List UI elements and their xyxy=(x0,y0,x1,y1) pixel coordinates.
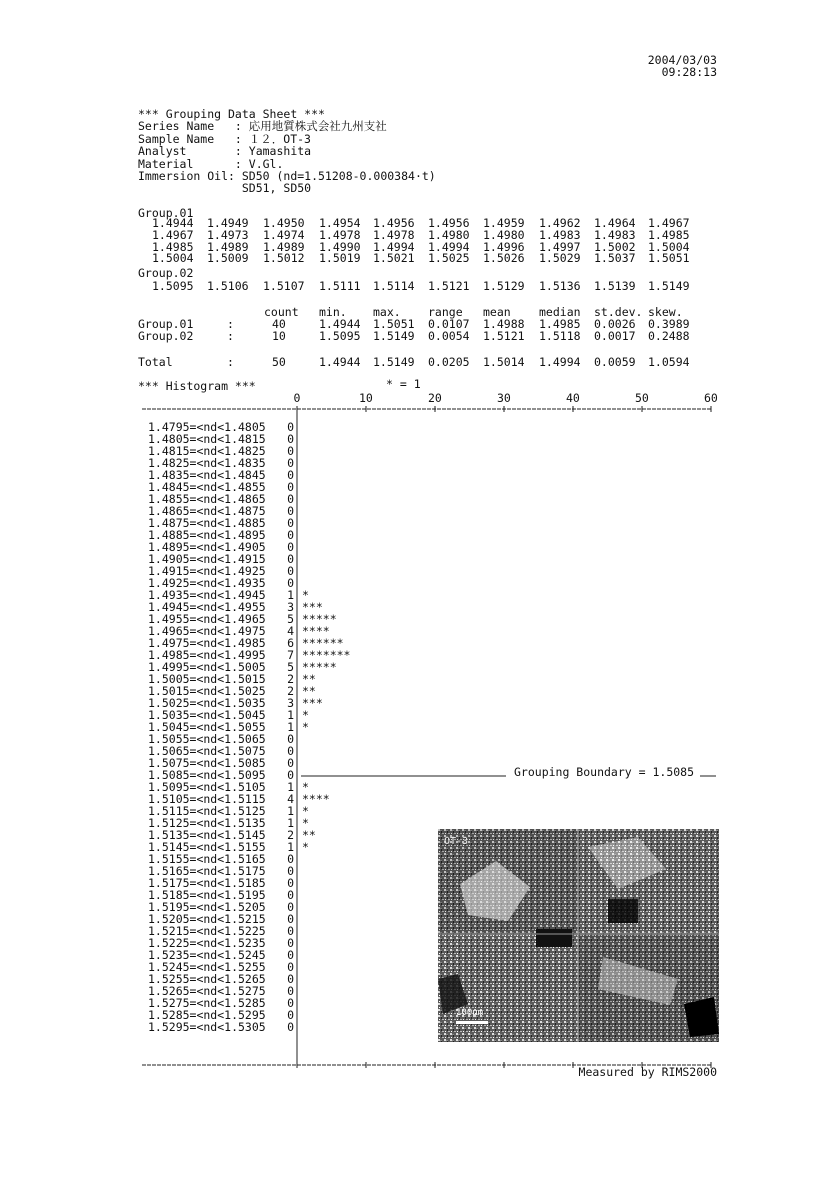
bin-bar: ** xyxy=(302,683,316,698)
bin-range: 1.4815=<nd<1.4825 xyxy=(148,443,266,458)
group-value: 1.5111 xyxy=(319,279,361,293)
bin-range: 1.5185=<nd<1.5195 xyxy=(148,887,266,902)
bin-range: 1.5265=<nd<1.5275 xyxy=(148,983,266,998)
bin-count: 0 xyxy=(287,743,294,758)
bin-count: 6 xyxy=(287,635,294,650)
bin-count: 0 xyxy=(287,971,294,986)
group-value: 1.4954 xyxy=(319,216,361,230)
stats-value: 0.3989 xyxy=(648,317,690,331)
group-value: 1.4956 xyxy=(373,216,415,230)
stats-value: 1.4944 xyxy=(319,355,361,369)
bin-range: 1.5025=<nd<1.5035 xyxy=(148,695,266,710)
bin-range: 1.5175=<nd<1.5185 xyxy=(148,875,266,890)
bin-count: 0 xyxy=(287,767,294,782)
stats-header: max. xyxy=(373,305,401,319)
stats-value: 1.0594 xyxy=(648,355,690,369)
stats-header: median xyxy=(539,305,581,319)
group-value: 1.5106 xyxy=(207,279,249,293)
group-value: 1.4973 xyxy=(207,227,249,242)
group-value: 1.5095 xyxy=(152,279,194,293)
stats-value: 1.4994 xyxy=(539,355,581,369)
stats-value: 0.2488 xyxy=(648,329,690,343)
bin-bar: ** xyxy=(302,671,316,686)
bin-count: 0 xyxy=(287,551,294,566)
bin-bar: ****** xyxy=(302,635,344,650)
bin-count: 4 xyxy=(287,791,294,806)
bin-range: 1.4945=<nd<1.4955 xyxy=(148,599,266,614)
stats-row-label: Group.01 xyxy=(138,317,194,331)
bin-range: 1.5115=<nd<1.5125 xyxy=(148,803,266,818)
stats-value: 1.5149 xyxy=(373,355,415,369)
stats-value: 0.0205 xyxy=(428,355,470,369)
histogram-scale-note: * = 1 xyxy=(386,377,421,391)
bin-count: 0 xyxy=(287,875,294,890)
bin-count: 0 xyxy=(287,995,294,1010)
bin-count: 0 xyxy=(287,863,294,878)
group-value: 1.5004 xyxy=(648,239,690,254)
bin-bar: ***** xyxy=(302,611,337,626)
bin-bar: **** xyxy=(302,623,330,638)
group-value: 1.5025 xyxy=(428,251,470,266)
bin-count: 0 xyxy=(287,503,294,518)
date: 2004/03/03 xyxy=(647,53,717,67)
bin-range: 1.5195=<nd<1.5205 xyxy=(148,899,266,914)
bin-bar: * xyxy=(302,779,309,794)
bin-bar: * xyxy=(302,803,309,818)
bin-range: 1.4885=<nd<1.4895 xyxy=(148,527,266,542)
bin-count: 1 xyxy=(287,803,294,818)
bin-count: 0 xyxy=(287,539,294,554)
grouping-boundary-label: Grouping Boundary = 1.5085 xyxy=(514,765,695,779)
bin-range: 1.4935=<nd<1.4945 xyxy=(148,587,266,602)
bin-count: 0 xyxy=(287,755,294,770)
bin-range: 1.5045=<nd<1.5055 xyxy=(148,719,266,734)
stats-value: 0.0026 xyxy=(594,317,636,331)
bin-range: 1.5165=<nd<1.5175 xyxy=(148,863,266,878)
group-value: 1.4980 xyxy=(428,227,470,242)
bin-count: 5 xyxy=(287,659,294,674)
group-value: 1.5037 xyxy=(594,251,636,266)
immersion-oil-cont: SD51, SD50 xyxy=(138,181,312,196)
group-value: 1.5029 xyxy=(539,251,581,266)
group-value: 1.5026 xyxy=(483,251,525,266)
group-value: 1.4967 xyxy=(152,227,194,242)
bin-count: 0 xyxy=(287,467,294,482)
bin-range: 1.4925=<nd<1.4935 xyxy=(148,575,266,590)
bin-count: 1 xyxy=(287,719,294,734)
stats-value: 1.5095 xyxy=(319,329,361,343)
stats-header: st.dev. xyxy=(594,305,643,319)
stats-row-sep: : xyxy=(227,317,234,331)
bin-count: 0 xyxy=(287,887,294,902)
bin-range: 1.5105=<nd<1.5115 xyxy=(148,791,266,806)
bin-count: 2 xyxy=(287,671,294,686)
bin-range: 1.5055=<nd<1.5065 xyxy=(148,731,266,746)
bin-count: 0 xyxy=(287,899,294,914)
stats-row-sep: : xyxy=(227,355,234,369)
analyst: Analyst : Yamashita xyxy=(138,144,312,159)
bin-count: 0 xyxy=(287,527,294,542)
bin-range: 1.5295=<nd<1.5305 xyxy=(148,1019,266,1034)
bin-range: 1.5235=<nd<1.5245 xyxy=(148,947,266,962)
bin-count: 0 xyxy=(287,575,294,590)
group-value: 1.4944 xyxy=(152,216,194,230)
bin-range: 1.4955=<nd<1.4965 xyxy=(148,611,266,626)
axis-tick-label: 40 xyxy=(566,391,580,405)
group-value: 1.4989 xyxy=(263,239,305,254)
bin-range: 1.4895=<nd<1.4905 xyxy=(148,539,266,554)
group-value: 1.4983 xyxy=(539,227,581,242)
bin-range: 1.4915=<nd<1.4925 xyxy=(148,563,266,578)
group-value: 1.4950 xyxy=(263,216,305,230)
axis-tick-label: 30 xyxy=(497,391,511,405)
bin-count: 0 xyxy=(287,911,294,926)
group01-label: Group.01 xyxy=(138,206,194,220)
series-name: Series Name : 応用地質株式会社九州支社 xyxy=(138,119,387,134)
glass-micrograph xyxy=(438,829,719,1042)
bin-count: 0 xyxy=(287,935,294,950)
bin-count: 1 xyxy=(287,839,294,854)
bin-range: 1.5155=<nd<1.5165 xyxy=(148,851,266,866)
stats-value: 40 xyxy=(272,317,286,331)
axis-tick-label: 10 xyxy=(359,391,373,405)
material: Material : V.Gl. xyxy=(138,156,284,171)
bin-bar: *** xyxy=(302,695,323,710)
group-value: 1.5121 xyxy=(428,279,470,293)
group-value: 1.5051 xyxy=(648,251,690,266)
bin-count: 5 xyxy=(287,611,294,626)
axis-tick-label: 0 xyxy=(293,391,301,405)
bin-count: 0 xyxy=(287,947,294,962)
bin-bar: ** xyxy=(302,827,316,842)
group-value: 1.4989 xyxy=(207,239,249,254)
group-value: 1.4964 xyxy=(594,216,636,230)
bin-count: 0 xyxy=(287,515,294,530)
stats-value: 0.0107 xyxy=(428,317,470,331)
bin-count: 1 xyxy=(287,779,294,794)
stats-row-label: Group.02 xyxy=(138,329,194,343)
bin-count: 0 xyxy=(287,491,294,506)
group02-label: Group.02 xyxy=(138,266,194,280)
bin-range: 1.5275=<nd<1.5285 xyxy=(148,995,266,1010)
bin-range: 1.5285=<nd<1.5295 xyxy=(148,1007,266,1022)
bin-range: 1.4975=<nd<1.4985 xyxy=(148,635,266,650)
stats-row-sep: : xyxy=(227,329,234,343)
bin-count: 0 xyxy=(287,563,294,578)
bin-range: 1.5145=<nd<1.5155 xyxy=(148,839,266,854)
group-value: 1.4967 xyxy=(648,216,690,230)
measured-by: Measured by RIMS2000 xyxy=(578,1065,717,1079)
bin-bar: * xyxy=(302,719,309,734)
bin-range: 1.4965=<nd<1.4975 xyxy=(148,623,266,638)
group-value: 1.5009 xyxy=(207,251,249,266)
time: 09:28:13 xyxy=(661,65,717,79)
group-value: 1.5149 xyxy=(648,279,690,293)
bin-range: 1.5215=<nd<1.5225 xyxy=(148,923,266,938)
group-value: 1.5012 xyxy=(263,251,305,266)
bin-count: 2 xyxy=(287,683,294,698)
stats-value: 10 xyxy=(272,329,286,343)
group-value: 1.4962 xyxy=(539,216,581,230)
micrograph-tag: OT-3 xyxy=(444,836,469,847)
group-value: 1.4956 xyxy=(428,216,470,230)
group-value: 1.5129 xyxy=(483,279,525,293)
stats-value: 1.5149 xyxy=(373,329,415,343)
bin-bar: * xyxy=(302,839,309,854)
bin-range: 1.5225=<nd<1.5235 xyxy=(148,935,266,950)
bin-count: 7 xyxy=(287,647,294,662)
stats-row-label: Total xyxy=(138,355,173,369)
stats-header: skew. xyxy=(648,305,683,319)
group-value: 1.4994 xyxy=(428,239,470,254)
group-value: 1.5139 xyxy=(594,279,636,293)
bin-range: 1.5035=<nd<1.5045 xyxy=(148,707,266,722)
group-value: 1.4997 xyxy=(539,239,581,254)
bin-count: 0 xyxy=(287,419,294,434)
stats-value: 0.0054 xyxy=(428,329,470,343)
stats-header: count xyxy=(264,305,299,319)
bin-count: 0 xyxy=(287,731,294,746)
bin-range: 1.5135=<nd<1.5145 xyxy=(148,827,266,842)
bin-count: 0 xyxy=(287,431,294,446)
bin-range: 1.5255=<nd<1.5265 xyxy=(148,971,266,986)
bin-bar: * xyxy=(302,707,309,722)
group-value: 1.4980 xyxy=(483,227,525,242)
bin-count: 0 xyxy=(287,923,294,938)
bin-range: 1.4795=<nd<1.4805 xyxy=(148,419,266,434)
group-value: 1.5004 xyxy=(152,251,194,266)
bin-count: 0 xyxy=(287,1007,294,1022)
bin-range: 1.5015=<nd<1.5025 xyxy=(148,683,266,698)
stats-value: 0.0017 xyxy=(594,329,636,343)
bin-count: 0 xyxy=(287,479,294,494)
bin-range: 1.5085=<nd<1.5095 xyxy=(148,767,266,782)
group-value: 1.4983 xyxy=(594,227,636,242)
bin-range: 1.5095=<nd<1.5105 xyxy=(148,779,266,794)
stats-value: 50 xyxy=(272,355,286,369)
bin-range: 1.4865=<nd<1.4875 xyxy=(148,503,266,518)
bin-count: 0 xyxy=(287,443,294,458)
axis-tick-label: 60 xyxy=(704,391,718,405)
group-value: 1.4996 xyxy=(483,239,525,254)
group-value: 1.4990 xyxy=(319,239,361,254)
bin-count: 0 xyxy=(287,1019,294,1034)
bin-range: 1.4985=<nd<1.4995 xyxy=(148,647,266,662)
stats-header: range xyxy=(428,305,463,319)
bin-range: 1.4905=<nd<1.4915 xyxy=(148,551,266,566)
bin-bar: * xyxy=(302,815,309,830)
group-value: 1.5021 xyxy=(373,251,415,266)
stats-value: 1.5051 xyxy=(373,317,415,331)
bin-count: 1 xyxy=(287,587,294,602)
bin-range: 1.4875=<nd<1.4885 xyxy=(148,515,266,530)
bin-range: 1.5065=<nd<1.5075 xyxy=(148,743,266,758)
stats-value: 1.4988 xyxy=(483,317,525,331)
bin-range: 1.4825=<nd<1.4835 xyxy=(148,455,266,470)
bin-range: 1.4805=<nd<1.4815 xyxy=(148,431,266,446)
stats-value: 1.5121 xyxy=(483,329,525,343)
histogram-title: *** Histogram *** xyxy=(138,379,256,393)
bin-count: 2 xyxy=(287,827,294,842)
axis-tick-label: 20 xyxy=(428,391,442,405)
group-value: 1.4985 xyxy=(648,227,690,242)
group-value: 1.5002 xyxy=(594,239,636,254)
group-value: 1.4959 xyxy=(483,216,525,230)
stats-header: min. xyxy=(319,305,347,319)
stats-value: 1.4985 xyxy=(539,317,581,331)
group-value: 1.5019 xyxy=(319,251,361,266)
bin-range: 1.5005=<nd<1.5015 xyxy=(148,671,266,686)
axis-tick-label: 50 xyxy=(635,391,649,405)
bin-bar: **** xyxy=(302,791,330,806)
bin-bar: * xyxy=(302,587,309,602)
bin-range: 1.5205=<nd<1.5215 xyxy=(148,911,266,926)
group-value: 1.4978 xyxy=(319,227,361,242)
sample-name: Sample Name : １２．OT-3 xyxy=(138,131,311,146)
bin-bar: ***** xyxy=(302,659,337,674)
stats-value: 0.0059 xyxy=(594,355,636,369)
stats-value: 1.4944 xyxy=(319,317,361,331)
group-value: 1.4978 xyxy=(373,227,415,242)
bin-count: 0 xyxy=(287,851,294,866)
bin-range: 1.4855=<nd<1.4865 xyxy=(148,491,266,506)
micrograph-scale-label: 100μm xyxy=(456,1008,484,1018)
bin-count: 4 xyxy=(287,623,294,638)
group-value: 1.5107 xyxy=(263,279,305,293)
bin-range: 1.4845=<nd<1.4855 xyxy=(148,479,266,494)
sheet-title: *** Grouping Data Sheet *** xyxy=(138,107,325,121)
bin-count: 1 xyxy=(287,707,294,722)
group-value: 1.5114 xyxy=(373,279,415,293)
stats-value: 1.5014 xyxy=(483,355,525,369)
stats-value: 1.5118 xyxy=(539,329,581,343)
group-value: 1.4985 xyxy=(152,239,194,254)
bin-bar: ******* xyxy=(302,647,351,662)
bin-range: 1.4995=<nd<1.5005 xyxy=(148,659,266,674)
group-value: 1.4974 xyxy=(263,227,305,242)
bin-range: 1.5245=<nd<1.5255 xyxy=(148,959,266,974)
bin-count: 0 xyxy=(287,983,294,998)
bin-bar: *** xyxy=(302,599,323,614)
bin-count: 0 xyxy=(287,959,294,974)
bin-range: 1.5075=<nd<1.5085 xyxy=(148,755,266,770)
bin-range: 1.5125=<nd<1.5135 xyxy=(148,815,266,830)
bin-count: 0 xyxy=(287,455,294,470)
bin-count: 1 xyxy=(287,815,294,830)
bin-count: 3 xyxy=(287,599,294,614)
group-value: 1.4949 xyxy=(207,216,249,230)
stats-header: mean xyxy=(483,305,511,319)
bin-range: 1.4835=<nd<1.4845 xyxy=(148,467,266,482)
immersion-oil: Immersion Oil: SD50 (nd=1.51208-0.000384·t) xyxy=(138,169,436,184)
bin-count: 3 xyxy=(287,695,294,710)
group-value: 1.4994 xyxy=(373,239,415,254)
group-value: 1.5136 xyxy=(539,279,581,293)
